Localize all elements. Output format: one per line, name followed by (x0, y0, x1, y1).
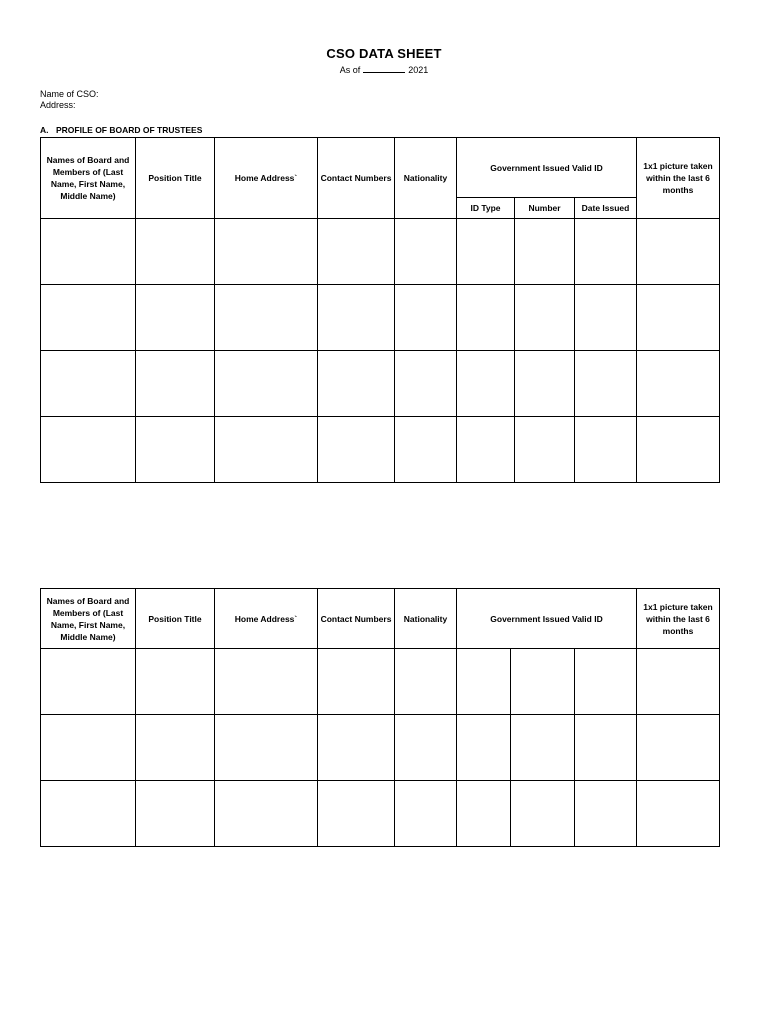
cell-position-title[interactable] (136, 219, 215, 285)
table-row (41, 417, 720, 483)
cell-name[interactable] (41, 781, 136, 847)
table-header-row (41, 589, 720, 649)
header-names: Names of Board and Members of (Last Name, First Name, Middle Name) (41, 589, 136, 649)
cell-nationality[interactable] (395, 715, 457, 781)
cell-position-title[interactable] (136, 715, 215, 781)
header-picture: 1x1 picture taken within the last 6 months (637, 138, 720, 219)
cell-name[interactable] (41, 649, 136, 715)
cell-picture[interactable] (637, 351, 720, 417)
header-names: Names of Board and Members of (Last Name, First Name, Middle Name) (41, 138, 136, 219)
header-picture: 1x1 picture taken within the last 6 months (637, 589, 720, 649)
cell-nationality[interactable] (395, 781, 457, 847)
cell-date-issued[interactable] (575, 649, 637, 715)
cell-picture[interactable] (637, 285, 720, 351)
cell-id-type[interactable] (457, 285, 515, 351)
cell-name[interactable] (41, 351, 136, 417)
document-title: CSO DATA SHEET (326, 46, 442, 61)
header-government-id: Government Issued Valid ID (457, 138, 637, 198)
cell-home-address[interactable] (215, 351, 318, 417)
cell-picture[interactable] (637, 781, 720, 847)
section-letter: A. (40, 125, 49, 135)
cell-id-number[interactable] (511, 781, 575, 847)
header-home-address: Home Address` (215, 589, 318, 649)
header-contact-numbers: Contact Numbers (318, 138, 395, 219)
table-row (41, 285, 720, 351)
cell-id-number[interactable] (515, 351, 575, 417)
cell-contact-numbers[interactable] (318, 351, 395, 417)
cell-nationality[interactable] (395, 351, 457, 417)
cell-position-title[interactable] (136, 649, 215, 715)
cell-id-number[interactable] (515, 285, 575, 351)
board-members-table-continued (40, 588, 720, 847)
table-header-row (41, 138, 720, 198)
cell-id-type[interactable] (457, 219, 515, 285)
cell-home-address[interactable] (215, 285, 318, 351)
cell-contact-numbers[interactable] (318, 649, 395, 715)
cell-home-address[interactable] (215, 715, 318, 781)
cell-contact-numbers[interactable] (318, 715, 395, 781)
cso-address-label: Address: (40, 100, 76, 110)
header-position-title: Position Title (136, 138, 215, 219)
header-nationality: Nationality (395, 138, 457, 219)
cell-position-title[interactable] (136, 285, 215, 351)
board-of-trustees-table (40, 137, 720, 483)
cell-picture[interactable] (637, 219, 720, 285)
cell-date-issued[interactable] (575, 781, 637, 847)
cell-home-address[interactable] (215, 219, 318, 285)
cell-position-title[interactable] (136, 351, 215, 417)
cell-contact-numbers[interactable] (318, 417, 395, 483)
cell-contact-numbers[interactable] (318, 781, 395, 847)
cell-contact-numbers[interactable] (318, 219, 395, 285)
cell-nationality[interactable] (395, 649, 457, 715)
cell-name[interactable] (41, 417, 136, 483)
cell-date-issued[interactable] (575, 219, 637, 285)
header-position-title: Position Title (136, 589, 215, 649)
header-government-id: Government Issued Valid ID (457, 589, 637, 649)
table-row (41, 715, 720, 781)
cell-date-issued[interactable] (575, 351, 637, 417)
cell-name[interactable] (41, 219, 136, 285)
as-of-line (0, 64, 768, 75)
table-row (41, 649, 720, 715)
cell-id-number[interactable] (515, 219, 575, 285)
cell-nationality[interactable] (395, 417, 457, 483)
cell-id-type[interactable] (457, 781, 511, 847)
cell-nationality[interactable] (395, 285, 457, 351)
cell-contact-numbers[interactable] (318, 285, 395, 351)
cell-home-address[interactable] (215, 781, 318, 847)
header-id-number: Number (515, 198, 575, 219)
header-date-issued: Date Issued (575, 198, 637, 219)
cell-picture[interactable] (637, 417, 720, 483)
as-of-date-blank[interactable] (363, 64, 405, 73)
cell-date-issued[interactable] (575, 715, 637, 781)
cell-nationality[interactable] (395, 219, 457, 285)
section-a-heading (40, 125, 202, 135)
table-row (41, 351, 720, 417)
cso-name-label: Name of CSO: (40, 89, 99, 99)
cell-home-address[interactable] (215, 417, 318, 483)
cell-picture[interactable] (637, 649, 720, 715)
header-contact-numbers: Contact Numbers (318, 589, 395, 649)
cell-id-number[interactable] (515, 417, 575, 483)
cell-id-type[interactable] (457, 417, 515, 483)
cell-id-type[interactable] (457, 715, 511, 781)
as-of-year: 2021 (408, 65, 429, 75)
cell-date-issued[interactable] (575, 417, 637, 483)
cell-date-issued[interactable] (575, 285, 637, 351)
cell-position-title[interactable] (136, 781, 215, 847)
cell-position-title[interactable] (136, 417, 215, 483)
header-nationality: Nationality (395, 589, 457, 649)
header-id-type: ID Type (457, 198, 515, 219)
cell-id-number[interactable] (511, 715, 575, 781)
section-title: PROFILE OF BOARD OF TRUSTEES (56, 125, 203, 135)
cell-id-type[interactable] (457, 351, 515, 417)
as-of-prefix: As of (339, 65, 361, 75)
table-row (41, 781, 720, 847)
table-row (41, 219, 720, 285)
cell-id-type[interactable] (457, 649, 511, 715)
cell-id-number[interactable] (511, 649, 575, 715)
cell-name[interactable] (41, 715, 136, 781)
cell-name[interactable] (41, 285, 136, 351)
cell-picture[interactable] (637, 715, 720, 781)
header-home-address: Home Address` (215, 138, 318, 219)
cell-home-address[interactable] (215, 649, 318, 715)
